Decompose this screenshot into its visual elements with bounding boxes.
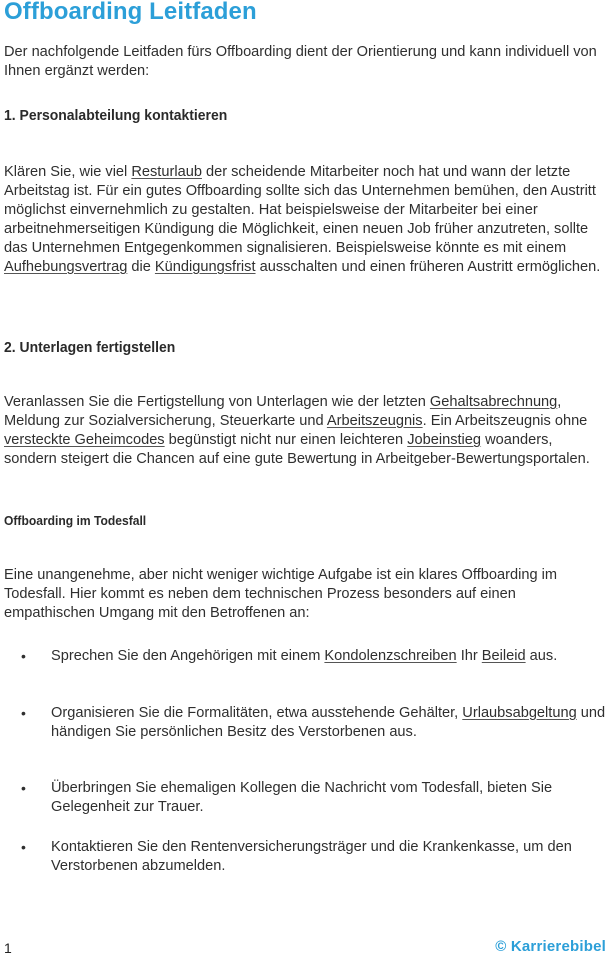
page-number: 1 — [4, 940, 12, 956]
text: Organisieren Sie die Formalitäten, etwa ausstehende Gehälter, — [51, 705, 463, 721]
list-item — [51, 838, 608, 876]
section-2-heading: 2. Unterlagen fertigstellen — [4, 339, 176, 356]
section-3-paragraph: Eine unangenehme, aber nicht weniger wichtige Aufgabe ist ein klares Offboarding im Todesfall. Hier kommt es neben dem technischen Prozess besonders auf einen empathischen Umgang mit den Betroffenen an: — [4, 567, 558, 621]
section-3-heading: Offboarding im Todesfall — [4, 513, 147, 528]
list-item — [51, 779, 608, 817]
text: die — [127, 259, 155, 275]
link-aufhebungsvertrag[interactable]: Aufhebungsvertrag — [4, 259, 128, 275]
list-item — [51, 704, 608, 742]
text: Sprechen Sie den Angehörigen mit einem — [51, 648, 325, 664]
bullet-marker: • — [21, 780, 26, 796]
text: Klären Sie, wie viel — [4, 164, 132, 180]
text: aus. — [525, 648, 558, 664]
link-resturlaub[interactable]: Resturlaub — [131, 164, 202, 180]
text: der scheidende Mitarbeiter noch hat und wann der letzte Arbeitstag ist. Für ein gutes Offboarding sollte sich das Unternehmen bemühen, den Austritt möglichst einvernehmlich zu gestalten. Hat beispielsweise der Mitarbeiter bei einer arbeitnehmerseitigen Kündigung die Möglichkeit, einen neuen Job früher anzutreten, sollte das Unternehmen Entgegenkommen signalisieren. Beispielsweise könnte es mit einem — [4, 164, 596, 256]
bullet-marker: • — [21, 705, 26, 721]
text: Kontaktieren Sie den Rentenversicherungsträger und die Krankenkasse, um den Verstorbenen abzumelden. — [51, 839, 572, 874]
text: Ihr — [456, 648, 482, 664]
brand-logo: © Karrierebibel — [495, 938, 606, 955]
text: Veranlassen Sie die Fertigstellung von Unterlagen wie der letzten — [4, 394, 430, 410]
link-kuendigungsfrist[interactable]: Kündigungsfrist — [154, 259, 256, 275]
list-item — [51, 647, 608, 666]
section-1-heading: 1. Personalabteilung kontaktieren — [4, 107, 228, 124]
link-jobeinstieg[interactable]: Jobeinstieg — [407, 432, 482, 448]
link-arbeitszeugnis[interactable]: Arbeitszeugnis — [326, 413, 423, 429]
text: Überbringen Sie ehemaligen Kollegen die Nachricht vom Todesfall, bieten Sie Gelegenheit zur Trauer. — [51, 780, 553, 815]
bullet-marker: • — [21, 839, 26, 855]
text: woanders, sondern steigert die Chancen auf eine gute Bewertung in Arbeitgeber-Bewertungsportalen. — [4, 432, 590, 467]
text: und händigen Sie persönlichen Besitz des Verstorbenen aus. — [51, 705, 606, 740]
section-2-paragraph — [4, 393, 608, 469]
section-1-paragraph — [4, 163, 608, 277]
text: , Meldung zur Sozialversicherung, Steuerkarte und — [4, 394, 562, 429]
link-versteckte-geheimcodes[interactable]: versteckte Geheimcodes — [4, 432, 165, 448]
text: ausschalten und einen früheren Austritt ermöglichen. — [255, 259, 601, 275]
link-gehaltsabrechnung[interactable]: Gehaltsabrechnung — [429, 394, 558, 410]
text: begünstigt nicht nur einen leichteren — [164, 432, 408, 448]
page-title: Offboarding Leitfaden — [4, 0, 257, 25]
intro-paragraph: Der nachfolgende Leitfaden fürs Offboarding dient der Orientierung und kann individuell von Ihnen ergänzt werden: — [4, 44, 597, 79]
text: . Ein Arbeitszeugnis ohne — [422, 413, 588, 429]
link-kondolenzschreiben[interactable]: Kondolenzschreiben — [324, 648, 457, 664]
link-urlaubsabgeltung[interactable]: Urlaubsabgeltung — [462, 705, 577, 721]
bullet-marker: • — [21, 648, 26, 664]
link-beileid[interactable]: Beileid — [481, 648, 526, 664]
